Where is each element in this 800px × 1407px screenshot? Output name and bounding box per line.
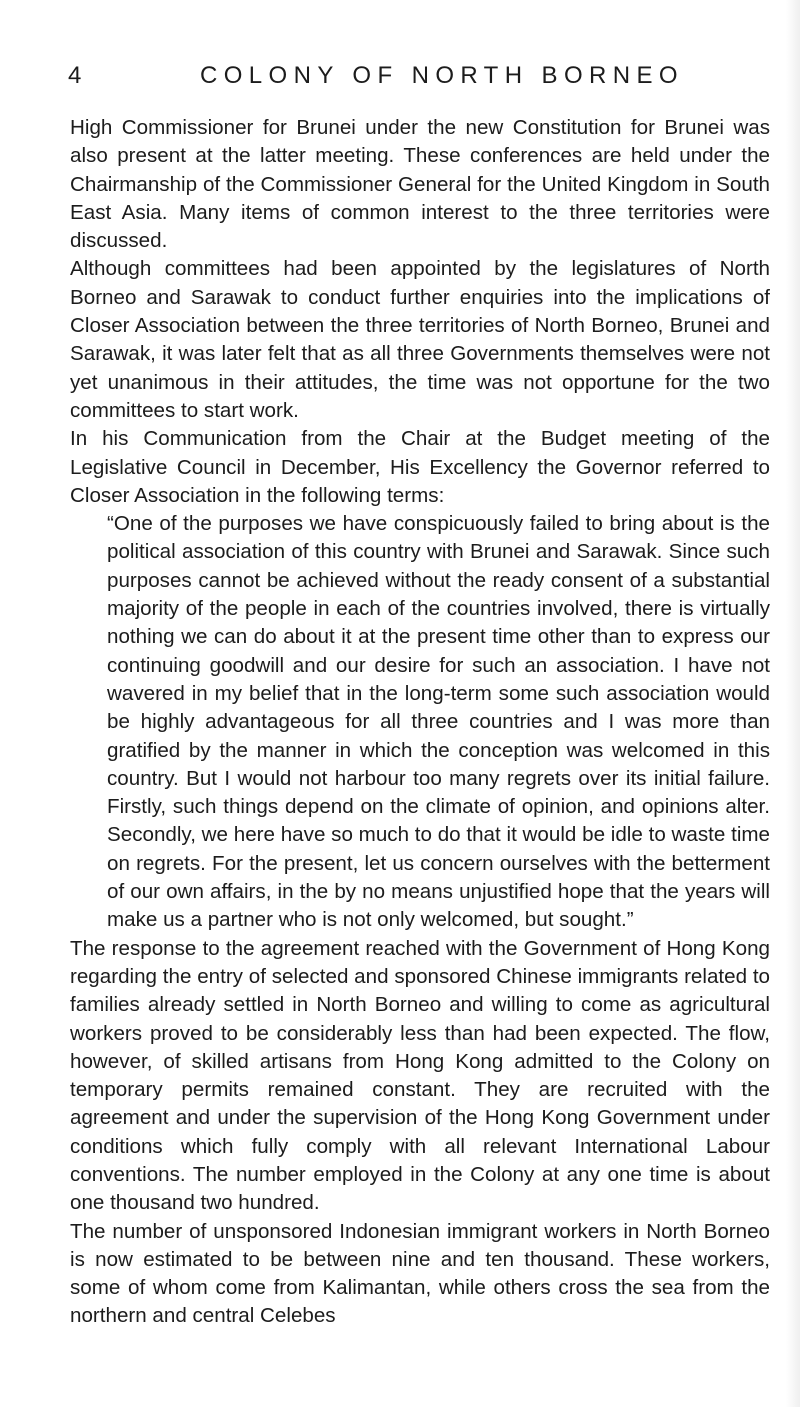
paragraph-hong-kong-immigrants: The response to the agreement reached with the Government of Hong Kong regarding the entry of selected and sponsored Chinese immigrants related to families already settled in North Borneo and willing to come as agricultural workers proved to be considerably less than had been expected. The flow, however, of skilled artisans from Hong Kong admitted to the Colony on temporary permits remained constant. They are recruited with the agreement and under the supervision of the Hong Kong Government under conditions which fully comply with all relevant International Labour conventions. The number employed in the Colony at any one time is about one thousand two hundred. — [70, 936, 770, 1215]
page-edge-shadow — [786, 0, 800, 1407]
paragraph-communication: In his Communication from the Chair at the Budget meeting of the Legislative Council in December, His Excellency the Governor referred to Closer Association in the following terms: — [70, 427, 770, 507]
paragraph-committees: Although committees had been appointed by the legislatures of North Borneo and Sarawak to conduct further enquiries into the implications of Closer Association between the three territories of North Borneo, Brunei and Sarawak, it was later felt that as all three Governments themselves were not yet unanimous in their attitudes, the time was not opportune for the two committees to start work. — [70, 257, 770, 422]
document-page — [70, 60, 770, 1331]
paragraph-governor-quote: “One of the purposes we have conspicuously failed to bring about is the political association of this country with Brunei and Sarawak. Since such purposes cannot be achieved without the ready consent of a substantial majority of the people in each of the countries involved, there is virtually nothing we can do about it at the present time other than to express our continuing goodwill and our desire for such an association. I have not wavered in my belief that in the long-term some such association would be highly advantageous for all three countries and I was more than gratified by the manner in which the conception was welcomed in this country. But I would not harbour too many regrets over its initial failure. Firstly, such things depend on the climate of opinion, and opinions alter. Secondly, we here have so much to do that it would be idle to waste time on regrets. For the present, let us concern ourselves with the betterment of our own affairs, in the by no means unjustified hope that the years will make us a partner who is not only welcomed, but sought.” — [107, 512, 770, 932]
body-text — [70, 114, 770, 1331]
paragraph-brunei-conference: High Commissioner for Brunei under the new Constitution for Brunei was also present at the latter meeting. These conferences are held under the Chairmanship of the Commissioner General for the United Kingdom in South East Asia. Many items of common interest to the three territories were discussed. — [70, 116, 770, 253]
page-header — [70, 60, 770, 100]
page-number: 4 — [68, 62, 82, 89]
running-title: COLONY OF NORTH BORNEO — [200, 62, 684, 89]
paragraph-indonesian-workers: The number of unsponsored Indonesian immigrant workers in North Borneo is now estimated to be between nine and ten thousand. These workers, some of whom come from Kalimantan, while others cross the sea from the northern and central Celebes — [70, 1219, 770, 1328]
